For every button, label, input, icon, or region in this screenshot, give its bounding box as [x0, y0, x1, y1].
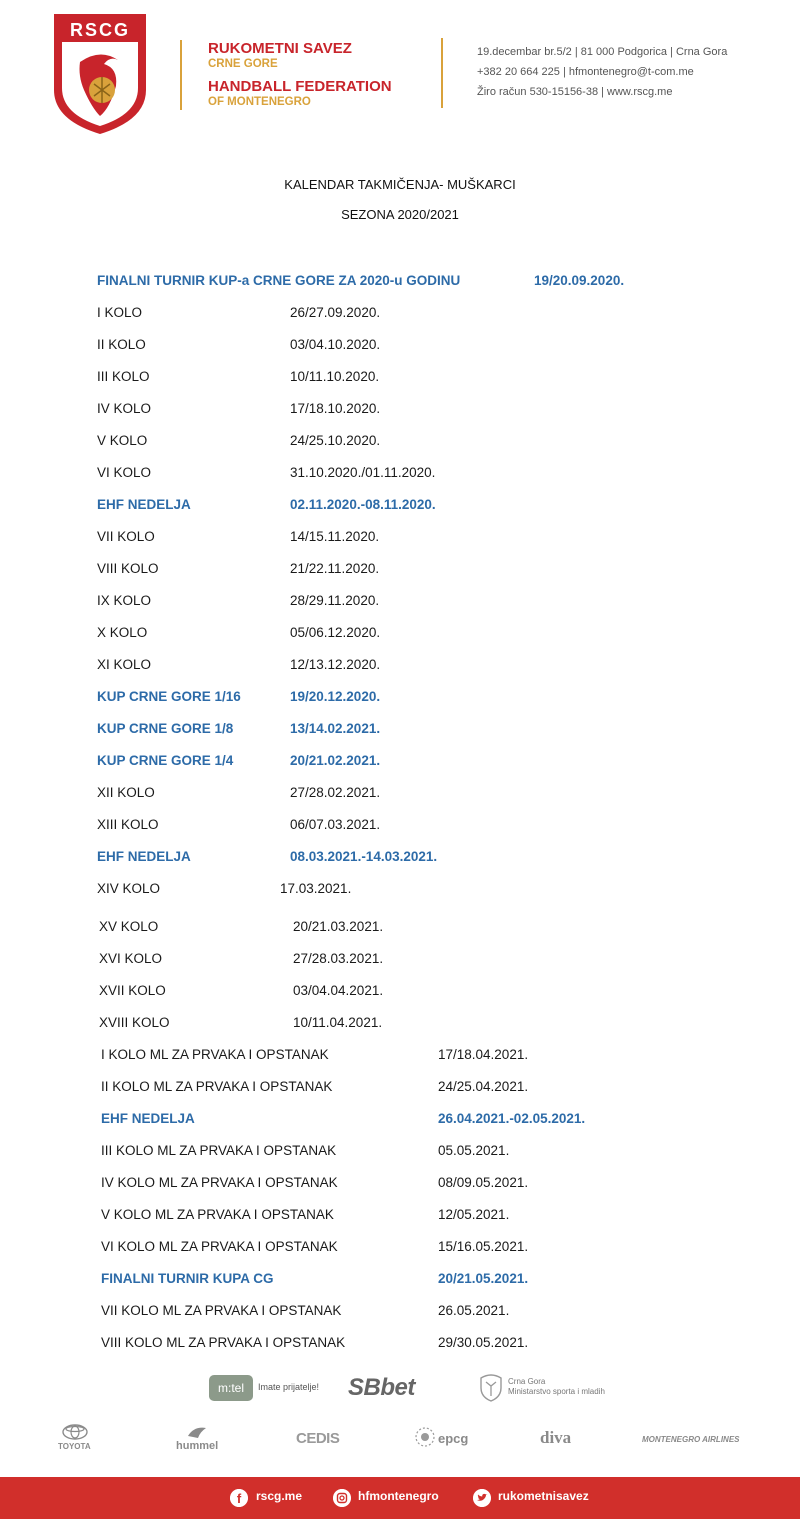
schedule-date: 21/22.11.2020. [290, 561, 380, 576]
schedule-label: XVI KOLO [99, 951, 163, 966]
org-name-line4: OF MONTENEGRO [208, 96, 311, 108]
schedule-date: 10/11.10.2020. [290, 369, 380, 384]
schedule-date: 19/20.09.2020. [534, 273, 625, 288]
schedule-date: 26/27.09.2020. [290, 305, 381, 320]
schedule-date: 14/15.11.2020. [290, 529, 380, 544]
schedule-label: VI KOLO [97, 465, 152, 480]
instagram-link[interactable]: hfmontenegro [358, 1489, 439, 1503]
schedule-date: 02.11.2020.-08.11.2020. [290, 497, 436, 512]
toyota-emblem-icon [62, 1424, 88, 1440]
hummel-bee-icon [186, 1424, 208, 1440]
header-divider-right [441, 38, 443, 108]
facebook-icon[interactable] [230, 1489, 248, 1507]
schedule-label: V KOLO [97, 433, 148, 448]
schedule-label: I KOLO ML ZA PRVAKA I OPSTANAK [101, 1047, 329, 1062]
mtel-slogan: Imate prijatelje! [258, 1382, 320, 1392]
schedule-label: KUP CRNE GORE 1/4 [97, 753, 234, 768]
epcg-logo: epcg [438, 1431, 469, 1446]
schedule-date: 31.10.2020./01.11.2020. [290, 465, 436, 480]
contact-address: 19.decembar br.5/2 | 81 000 Podgorica | Crna Gora [477, 46, 728, 58]
schedule-label: III KOLO ML ZA PRVAKA I OPSTANAK [101, 1143, 337, 1158]
contact-phone-email: +382 20 664 225 | hfmontenegro@t-com.me [477, 66, 694, 78]
schedule-label: KUP CRNE GORE 1/16 [97, 689, 241, 704]
diva-logo: diva [540, 1428, 572, 1447]
schedule-date: 12/13.12.2020. [290, 657, 381, 672]
schedule-label: VII KOLO [97, 529, 155, 544]
epcg-dot-icon [414, 1426, 436, 1448]
contact-bank-web: Žiro račun 530-15156-38 | www.rscg.me [477, 86, 673, 98]
schedule-label: II KOLO ML ZA PRVAKA I OPSTANAK [101, 1079, 333, 1094]
schedule-date: 15/16.05.2021. [438, 1239, 529, 1254]
schedule-date: 10/11.04.2021. [293, 1015, 383, 1030]
schedule-date: 17/18.04.2021. [438, 1047, 529, 1062]
schedule-label: XIV KOLO [97, 881, 161, 896]
schedule-label: IX KOLO [97, 593, 152, 608]
schedule-label: EHF NEDELJA [97, 497, 191, 512]
schedule-label: I KOLO [97, 305, 143, 320]
org-name-line3: HANDBALL FEDERATION [208, 78, 392, 95]
svg-text:f: f [236, 1491, 242, 1506]
ministry-logo-text [508, 1377, 605, 1397]
schedule-label: VIII KOLO [97, 561, 159, 576]
coat-of-arms-icon [478, 1372, 504, 1402]
schedule-date: 26.04.2021.-02.05.2021. [438, 1111, 586, 1126]
schedule-label: XV KOLO [99, 919, 159, 934]
schedule-date: 03/04.10.2020. [290, 337, 381, 352]
schedule-label: V KOLO ML ZA PRVAKA I OPSTANAK [101, 1207, 334, 1222]
schedule-label: XII KOLO [97, 785, 155, 800]
hummel-logo: hummel [176, 1440, 219, 1452]
schedule-date: 26.05.2021. [438, 1303, 510, 1318]
instagram-icon[interactable] [333, 1489, 351, 1507]
schedule-label: X KOLO [97, 625, 148, 640]
sbbet-logo: SBbet [348, 1374, 415, 1401]
schedule-date: 03/04.04.2021. [293, 983, 384, 998]
twitter-link[interactable]: rukometnisavez [498, 1489, 589, 1503]
schedule-label: KUP CRNE GORE 1/8 [97, 721, 234, 736]
schedule-date: 13/14.02.2021. [290, 721, 381, 736]
schedule-label: FINALNI TURNIR KUP-a CRNE GORE ZA 2020-u GODINU [97, 273, 461, 288]
document-title: KALENDAR TAKMIČENJA- MUŠKARCI [284, 177, 516, 192]
org-name-line2: CRNE GORE [208, 58, 278, 70]
schedule-date: 20/21.05.2021. [438, 1271, 529, 1286]
cedis-logo: CEDIS [296, 1430, 340, 1447]
montenegro-airlines-logo: MONTENEGRO AIRLINES [642, 1435, 740, 1444]
twitter-icon[interactable] [473, 1489, 491, 1507]
schedule-label: XVII KOLO [99, 983, 166, 998]
schedule-date: 24/25.04.2021. [438, 1079, 529, 1094]
org-name-line1: RUKOMETNI SAVEZ [208, 40, 352, 57]
schedule-label: II KOLO [97, 337, 146, 352]
schedule-label: XI KOLO [97, 657, 152, 672]
schedule-date: 17.03.2021. [280, 881, 352, 896]
schedule-label: VII KOLO ML ZA PRVAKA I OPSTANAK [101, 1303, 342, 1318]
facebook-link[interactable]: rscg.me [256, 1489, 303, 1503]
schedule-date: 29/30.05.2021. [438, 1335, 529, 1350]
schedule-date: 24/25.10.2020. [290, 433, 381, 448]
schedule-label: IV KOLO [97, 401, 152, 416]
schedule-date: 05/06.12.2020. [290, 625, 381, 640]
logo-text: RSCG [69, 20, 131, 40]
schedule-date: 19/20.12.2020. [290, 689, 381, 704]
schedule-date: 08.03.2021.-14.03.2021. [290, 849, 438, 864]
ministry-line1: Crna Gora [508, 1377, 546, 1386]
schedule-label: VI KOLO ML ZA PRVAKA I OPSTANAK [101, 1239, 338, 1254]
schedule-date: 08/09.05.2021. [438, 1175, 529, 1190]
schedule-label: XIII KOLO [97, 817, 159, 832]
schedule-date: 20/21.03.2021. [293, 919, 384, 934]
schedule-date: 20/21.02.2021. [290, 753, 381, 768]
schedule-date: 28/29.11.2020. [290, 593, 380, 608]
schedule-label: EHF NEDELJA [97, 849, 191, 864]
schedule-date: 27/28.03.2021. [293, 951, 384, 966]
schedule-date: 17/18.10.2020. [290, 401, 381, 416]
schedule-date: 05.05.2021. [438, 1143, 510, 1158]
document-subtitle: SEZONA 2020/2021 [341, 207, 459, 222]
toyota-logo: TOYOTA [58, 1442, 91, 1451]
schedule-label: EHF NEDELJA [101, 1111, 195, 1126]
schedule-label: III KOLO [97, 369, 150, 384]
schedule-label: XVIII KOLO [99, 1015, 170, 1030]
schedule-label: VIII KOLO ML ZA PRVAKA I OPSTANAK [101, 1335, 346, 1350]
ministry-line2: Ministarstvo sporta i mladih [508, 1387, 605, 1396]
schedule-label: IV KOLO ML ZA PRVAKA I OPSTANAK [101, 1175, 338, 1190]
schedule-date: 12/05.2021. [438, 1207, 510, 1222]
schedule-date: 06/07.03.2021. [290, 817, 381, 832]
rscg-logo [52, 12, 148, 136]
mtel-logo: m:tel [209, 1375, 253, 1401]
schedule-date: 27/28.02.2021. [290, 785, 381, 800]
header-divider-left [180, 40, 182, 110]
schedule-label: FINALNI TURNIR KUPA CG [101, 1271, 274, 1286]
